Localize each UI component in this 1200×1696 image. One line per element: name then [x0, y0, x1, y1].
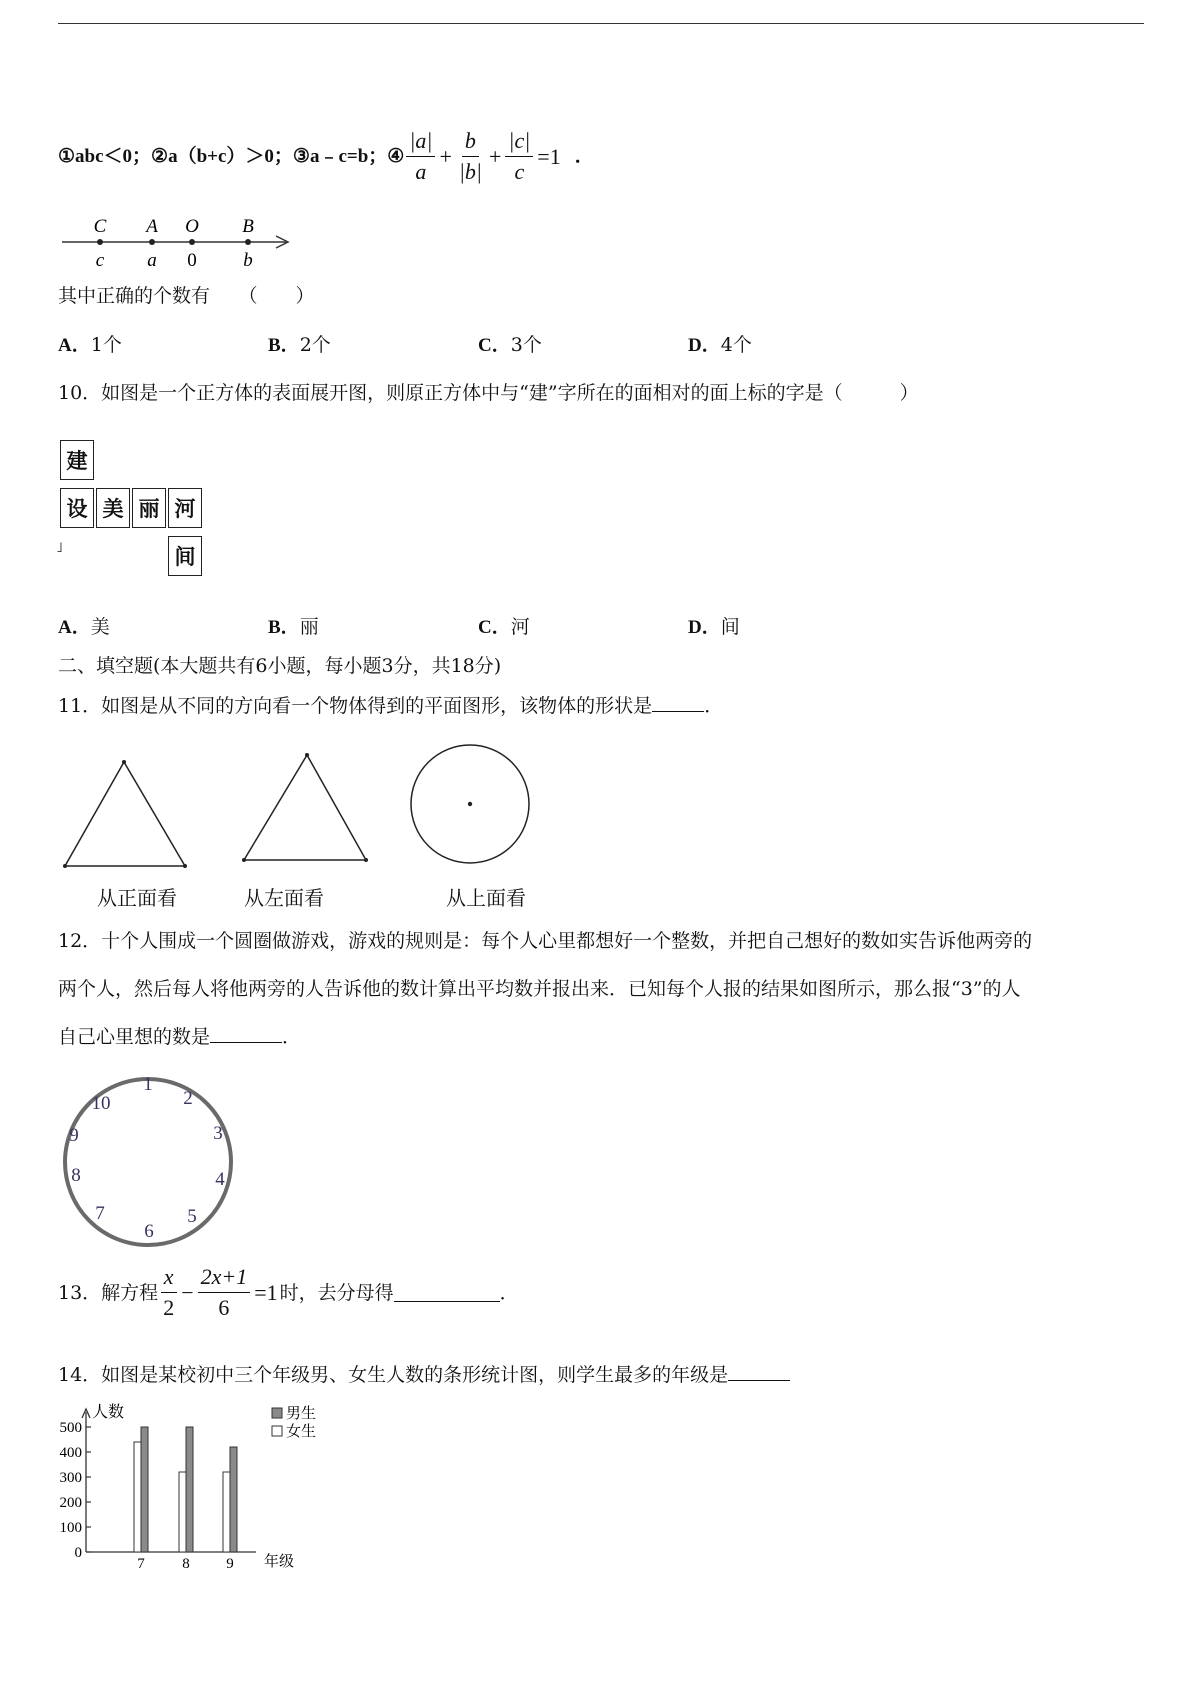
three-views-figure: [58, 738, 558, 878]
point-label-b-lower: b: [243, 250, 253, 271]
q9-option-d[interactable]: D．4个: [688, 334, 752, 356]
circle-game-figure: [58, 1072, 248, 1252]
number-line: [58, 212, 298, 272]
header-rule: [58, 23, 1144, 24]
circle-number-8: 8: [71, 1165, 81, 1186]
point-o: [189, 239, 195, 245]
circle-number-5: 5: [187, 1206, 197, 1227]
caption-left-view: 从左面看: [244, 886, 324, 910]
q14-question: 14．如图是某校初中三个年级男、女生人数的条形统计图，则学生最多的年级是: [58, 1362, 790, 1388]
q9-option-a[interactable]: A．1个: [58, 334, 122, 356]
statement-4: ④: [387, 145, 405, 167]
q10-option-b[interactable]: B．丽: [268, 616, 319, 638]
y-tick-label: 300: [59, 1470, 82, 1486]
q12-line-1: 12．十个人围成一个圆圈做游戏，游戏的规则是：每个人心里都想好一个整数，并把自己想好的数如实告诉他两旁的: [58, 930, 1033, 952]
bar-female-grade-7: [134, 1442, 141, 1552]
statement-3: ③a﹣c=b；: [292, 145, 388, 167]
top-view-center-dot: [468, 802, 472, 806]
net-cell-he: 河: [168, 488, 202, 528]
point-b: [245, 239, 251, 245]
q9-statements: ①abc＜0； ②a（b+c）＞0； ③a﹣c=b； ④ $\frac{|a|}{a}$ + $\frac{b}{|b|}$ + $\frac{|c|}{c}$ =1 ．: [58, 128, 594, 184]
q9-option-b[interactable]: B．2个: [268, 334, 331, 356]
fraction-c: $\frac{|c|}{c}$: [505, 128, 533, 185]
point-c: [97, 239, 103, 245]
circle-number-3: 3: [213, 1123, 223, 1144]
front-view-triangle: [65, 762, 185, 866]
bar-male-grade-9: [230, 1447, 237, 1552]
q10-question: 10．如图是一个正方体的表面展开图，则原正方体中与“建”字所在的面相对的面上标的字是（ ）: [58, 382, 919, 404]
circle-number-1: 1: [143, 1074, 153, 1095]
point-label-c-upper: C: [93, 216, 107, 237]
net-cell-mei: 美: [96, 488, 130, 528]
bar-male-grade-7: [141, 1427, 148, 1552]
caption-front-view: 从正面看: [97, 886, 177, 910]
bar-male-grade-8: [186, 1427, 193, 1552]
point-label-c-lower: c: [95, 250, 105, 271]
y-tick-label: 100: [59, 1520, 82, 1536]
point-a: [149, 239, 155, 245]
q12-line-2: 两个人，然后每人将他两旁的人告诉他的数计算出平均数并报出来．已知每个人报的结果如图所示，那么报“3”的人: [58, 978, 1021, 1000]
x-tick-label: 7: [137, 1556, 145, 1572]
circle-number-2: 2: [183, 1088, 193, 1109]
y-tick-label: 0: [74, 1545, 82, 1561]
answer-blank[interactable]: [394, 1283, 500, 1302]
q13-question: 13．解方程 $\frac{x}{2}$ − $\frac{2x+1}{6}$ =1 时，去分母得 ．: [58, 1264, 519, 1320]
fraction-b: $\frac{b}{|b|}$: [458, 128, 482, 184]
circle-number-10: 10: [91, 1093, 111, 1114]
y-tick-label: 200: [59, 1495, 82, 1511]
net-cell-li: 丽: [132, 488, 166, 528]
statement-2: ②a（b+c）＞0；: [151, 145, 293, 167]
section-heading-fill-in: 二、填空题(本大题共有6小题，每小题3分，共18分): [58, 655, 502, 677]
circle-number-6: 6: [144, 1221, 154, 1242]
net-cell-she: 设: [60, 488, 94, 528]
point-label-o-lower: 0: [187, 250, 197, 271]
q10-option-a[interactable]: A．美: [58, 616, 110, 638]
q9-question: 其中正确的个数有 （ ）: [58, 285, 315, 307]
y-tick-label: 400: [59, 1445, 82, 1461]
y-axis-label: 人数: [92, 1404, 125, 1421]
point-label-o-upper: O: [185, 216, 199, 237]
statement-1: ①abc＜0；: [58, 145, 152, 167]
answer-blank[interactable]: [652, 693, 704, 712]
legend-swatch-male: [272, 1408, 282, 1418]
net-cell-jian2: 间: [168, 536, 202, 576]
bar-female-grade-8: [179, 1472, 186, 1552]
bar-chart: [52, 1400, 352, 1590]
point-label-b-upper: B: [242, 216, 254, 237]
circle-number-9: 9: [69, 1125, 79, 1146]
answer-blank[interactable]: [728, 1362, 790, 1381]
y-tick-label: 500: [59, 1420, 82, 1436]
net-cell-jian: 建: [60, 440, 94, 480]
point-label-a-lower: a: [147, 250, 157, 271]
x-tick-label: 9: [226, 1556, 234, 1572]
legend-swatch-female: [272, 1426, 282, 1436]
answer-blank[interactable]: [210, 1024, 282, 1043]
legend-label-female: 女生: [286, 1424, 317, 1440]
q10-option-d[interactable]: D．间: [688, 616, 740, 638]
circle-number-7: 7: [95, 1203, 105, 1224]
x-tick-label: 8: [182, 1556, 190, 1572]
q9-option-c[interactable]: C．3个: [478, 334, 542, 356]
fraction-a: $\frac{|a|}{a}$: [406, 128, 435, 185]
fraction-x-over-2: $\frac{x}{2}$: [160, 1264, 177, 1321]
paragraph-mark: ˩: [56, 540, 63, 556]
q10-option-c[interactable]: C．河: [478, 616, 530, 638]
q12-line-3: 自己心里想的数是 ．: [58, 1026, 302, 1048]
legend-label-male: 男生: [286, 1406, 317, 1422]
fraction-2x-plus-1-over-6: $\frac{2x+1}{6}$: [198, 1264, 251, 1321]
point-label-a-upper: A: [146, 216, 158, 237]
caption-top-view: 从上面看: [446, 886, 526, 910]
legend: [272, 1405, 316, 1440]
circle-number-4: 4: [215, 1169, 225, 1190]
left-view-triangle: [244, 755, 366, 860]
q11-question: 11．如图是从不同的方向看一个物体得到的平面图形，该物体的形状是 ．: [58, 695, 724, 717]
x-axis-label: 年级: [264, 1554, 295, 1570]
bar-female-grade-9: [223, 1472, 230, 1552]
